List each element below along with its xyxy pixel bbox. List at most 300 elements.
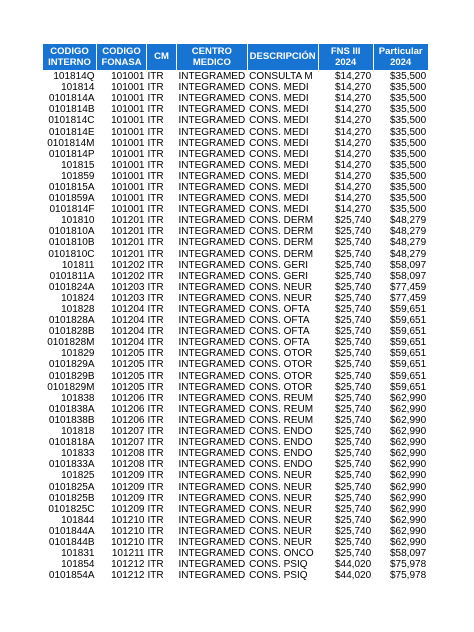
cell-descripcion[interactable]: CONS. PSIQ: [249, 559, 308, 571]
cell-descripcion[interactable]: CONS. NEUR: [249, 525, 312, 537]
cell-centro-medico[interactable]: INTEGRAMED: [178, 426, 246, 438]
cell-centro-medico[interactable]: INTEGRAMED: [178, 492, 246, 504]
cell-cm[interactable]: ITR: [147, 514, 164, 526]
cell-descripcion[interactable]: CONS. MEDI: [249, 93, 309, 105]
cell-particular[interactable]: $48,279: [390, 237, 427, 249]
cell-descripcion[interactable]: CONS. PSIQ: [249, 570, 308, 582]
cell-cm[interactable]: ITR: [147, 337, 164, 349]
cell-codigo-fonasa[interactable]: 101202: [111, 270, 145, 282]
cell-particular[interactable]: $75,978: [390, 570, 427, 582]
cell-particular[interactable]: $35,500: [390, 181, 427, 193]
cell-codigo-fonasa[interactable]: 101204: [111, 315, 145, 327]
cell-cm[interactable]: ITR: [147, 270, 164, 282]
cell-fns-iii[interactable]: $14,270: [335, 204, 372, 216]
cell-codigo-interno[interactable]: 101828: [61, 304, 95, 316]
cell-cm[interactable]: ITR: [147, 93, 164, 105]
cell-codigo-fonasa[interactable]: 101001: [111, 104, 145, 116]
cell-centro-medico[interactable]: INTEGRAMED: [178, 514, 246, 526]
cell-descripcion[interactable]: CONS. NEUR: [249, 481, 312, 493]
cell-codigo-interno[interactable]: 101810: [61, 215, 95, 227]
cell-codigo-interno[interactable]: 101838: [61, 392, 95, 404]
cell-fns-iii[interactable]: $14,270: [335, 148, 372, 160]
cell-fns-iii[interactable]: $25,740: [335, 437, 372, 449]
cell-particular[interactable]: $58,097: [390, 259, 427, 271]
cell-centro-medico[interactable]: INTEGRAMED: [178, 292, 246, 304]
cell-fns-iii[interactable]: $25,740: [335, 281, 372, 293]
cell-codigo-interno[interactable]: 0101829B: [48, 370, 95, 382]
cell-codigo-interno[interactable]: 0101828A: [48, 315, 95, 327]
cell-cm[interactable]: ITR: [147, 403, 164, 415]
cell-cm[interactable]: ITR: [147, 181, 164, 193]
cell-codigo-fonasa[interactable]: 101212: [111, 570, 145, 582]
cell-cm[interactable]: ITR: [147, 503, 164, 515]
cell-fns-iii[interactable]: $25,740: [335, 448, 372, 460]
cell-fns-iii[interactable]: $25,740: [335, 459, 372, 471]
cell-codigo-fonasa[interactable]: 101206: [111, 414, 145, 426]
cell-codigo-fonasa[interactable]: 101201: [111, 237, 145, 249]
cell-descripcion[interactable]: CONS. OTOR: [249, 348, 313, 360]
cell-cm[interactable]: ITR: [147, 215, 164, 227]
cell-codigo-interno[interactable]: 101824: [61, 292, 95, 304]
cell-cm[interactable]: ITR: [147, 359, 164, 371]
cell-codigo-fonasa[interactable]: 101212: [111, 559, 145, 571]
cell-centro-medico[interactable]: INTEGRAMED: [178, 159, 246, 171]
cell-descripcion[interactable]: CONS. NEUR: [249, 492, 312, 504]
cell-cm[interactable]: ITR: [147, 381, 164, 393]
cell-cm[interactable]: ITR: [147, 370, 164, 382]
cell-cm[interactable]: ITR: [147, 536, 164, 548]
cell-codigo-fonasa[interactable]: 101207: [111, 426, 145, 438]
cell-codigo-interno[interactable]: 0101829A: [48, 359, 95, 371]
cell-codigo-interno[interactable]: 0101828M: [47, 337, 95, 349]
cell-centro-medico[interactable]: INTEGRAMED: [178, 548, 246, 560]
cell-fns-iii[interactable]: $25,740: [335, 392, 372, 404]
cell-centro-medico[interactable]: INTEGRAMED: [178, 381, 246, 393]
cell-codigo-interno[interactable]: 0101825B: [48, 492, 95, 504]
cell-fns-iii[interactable]: $25,740: [335, 237, 372, 249]
cell-fns-iii[interactable]: $25,740: [335, 326, 372, 338]
cell-centro-medico[interactable]: INTEGRAMED: [178, 525, 246, 537]
cell-fns-iii[interactable]: $25,740: [335, 536, 372, 548]
cell-cm[interactable]: ITR: [147, 226, 164, 238]
cell-descripcion[interactable]: CONS. NEUR: [249, 292, 312, 304]
cell-codigo-fonasa[interactable]: 101205: [111, 348, 145, 360]
cell-cm[interactable]: ITR: [147, 259, 164, 271]
cell-cm[interactable]: ITR: [147, 570, 164, 582]
cell-particular[interactable]: $35,500: [390, 126, 427, 138]
cell-codigo-interno[interactable]: 0101859A: [48, 193, 95, 205]
cell-codigo-fonasa[interactable]: 101205: [111, 370, 145, 382]
cell-cm[interactable]: ITR: [147, 326, 164, 338]
cell-descripcion[interactable]: CONS. MEDI: [249, 204, 309, 216]
cell-descripcion[interactable]: CONS. DERM: [249, 237, 314, 249]
cell-centro-medico[interactable]: INTEGRAMED: [178, 71, 246, 83]
cell-fns-iii[interactable]: $14,270: [335, 71, 372, 83]
cell-cm[interactable]: ITR: [147, 348, 164, 360]
cell-descripcion[interactable]: CONS. MEDI: [249, 137, 309, 149]
cell-fns-iii[interactable]: $44,020: [335, 570, 372, 582]
cell-codigo-fonasa[interactable]: 101204: [111, 304, 145, 316]
header-particular-2024[interactable]: Particular 2024: [373, 44, 428, 71]
cell-codigo-interno[interactable]: 0101814A: [48, 93, 95, 105]
cell-codigo-interno[interactable]: 0101844A: [48, 525, 95, 537]
cell-descripcion[interactable]: CONS. MEDI: [249, 82, 309, 94]
cell-centro-medico[interactable]: INTEGRAMED: [178, 115, 246, 127]
cell-particular[interactable]: $62,990: [390, 525, 427, 537]
cell-codigo-fonasa[interactable]: 101001: [111, 71, 145, 83]
cell-codigo-fonasa[interactable]: 101209: [111, 481, 145, 493]
cell-codigo-fonasa[interactable]: 101001: [111, 193, 145, 205]
cell-cm[interactable]: ITR: [147, 104, 164, 116]
cell-codigo-interno[interactable]: 101814: [61, 82, 95, 94]
cell-centro-medico[interactable]: INTEGRAMED: [178, 414, 246, 426]
cell-descripcion[interactable]: CONS. MEDI: [249, 104, 309, 116]
cell-descripcion[interactable]: CONS. GERI: [249, 270, 309, 282]
cell-cm[interactable]: ITR: [147, 525, 164, 537]
cell-centro-medico[interactable]: INTEGRAMED: [178, 237, 246, 249]
cell-cm[interactable]: ITR: [147, 481, 164, 493]
cell-fns-iii[interactable]: $25,740: [335, 348, 372, 360]
cell-codigo-fonasa[interactable]: 101201: [111, 248, 145, 260]
cell-particular[interactable]: $62,990: [390, 470, 427, 482]
cell-cm[interactable]: ITR: [147, 292, 164, 304]
cell-descripcion[interactable]: CONS. MEDI: [249, 181, 309, 193]
cell-centro-medico[interactable]: INTEGRAMED: [178, 315, 246, 327]
cell-codigo-interno[interactable]: 0101833A: [48, 459, 95, 471]
cell-descripcion[interactable]: CONS. NEUR: [249, 470, 312, 482]
cell-descripcion[interactable]: CONS. ONCO: [249, 548, 314, 560]
cell-fns-iii[interactable]: $25,740: [335, 414, 372, 426]
cell-cm[interactable]: ITR: [147, 170, 164, 182]
cell-fns-iii[interactable]: $14,270: [335, 193, 372, 205]
cell-codigo-fonasa[interactable]: 101203: [111, 292, 145, 304]
cell-codigo-interno[interactable]: 101811: [61, 259, 95, 271]
cell-centro-medico[interactable]: INTEGRAMED: [178, 215, 246, 227]
cell-descripcion[interactable]: CONS. REUM: [249, 392, 314, 404]
cell-particular[interactable]: $58,097: [390, 270, 427, 282]
cell-descripcion[interactable]: CONS. OTOR: [249, 359, 313, 371]
cell-centro-medico[interactable]: INTEGRAMED: [178, 348, 246, 360]
cell-fns-iii[interactable]: $25,740: [335, 381, 372, 393]
cell-codigo-fonasa[interactable]: 101001: [111, 159, 145, 171]
cell-fns-iii[interactable]: $44,020: [335, 559, 372, 571]
cell-codigo-interno[interactable]: 0101814B: [48, 104, 95, 116]
cell-codigo-interno[interactable]: 101844: [61, 514, 95, 526]
cell-cm[interactable]: ITR: [147, 437, 164, 449]
cell-particular[interactable]: $35,500: [390, 148, 427, 160]
cell-centro-medico[interactable]: INTEGRAMED: [178, 559, 246, 571]
cell-cm[interactable]: ITR: [147, 470, 164, 482]
cell-cm[interactable]: ITR: [147, 115, 164, 127]
cell-particular[interactable]: $48,279: [390, 248, 427, 260]
cell-cm[interactable]: ITR: [147, 204, 164, 216]
cell-particular[interactable]: $62,990: [390, 426, 427, 438]
cell-particular[interactable]: $58,097: [390, 548, 427, 560]
cell-cm[interactable]: ITR: [147, 448, 164, 460]
cell-descripcion[interactable]: CONS. ENDO: [249, 426, 313, 438]
cell-particular[interactable]: $35,500: [390, 159, 427, 171]
cell-particular[interactable]: $35,500: [390, 137, 427, 149]
cell-particular[interactable]: $48,279: [390, 215, 427, 227]
cell-cm[interactable]: ITR: [147, 237, 164, 249]
cell-centro-medico[interactable]: INTEGRAMED: [178, 503, 246, 515]
cell-fns-iii[interactable]: $14,270: [335, 181, 372, 193]
cell-descripcion[interactable]: CONS. ENDO: [249, 459, 313, 471]
header-cm[interactable]: CM: [147, 44, 177, 71]
cell-descripcion[interactable]: CONS. OTOR: [249, 381, 313, 393]
cell-descripcion[interactable]: CONS. OFTA: [249, 326, 310, 338]
cell-centro-medico[interactable]: INTEGRAMED: [178, 570, 246, 582]
cell-particular[interactable]: $62,990: [390, 403, 427, 415]
cell-descripcion[interactable]: CONS. NEUR: [249, 503, 312, 515]
cell-cm[interactable]: ITR: [147, 548, 164, 560]
cell-codigo-interno[interactable]: 0101814C: [48, 115, 95, 127]
cell-descripcion[interactable]: CONS. GERI: [249, 259, 309, 271]
cell-codigo-interno[interactable]: 0101810C: [48, 248, 95, 260]
cell-descripcion[interactable]: CONS. OTOR: [249, 370, 313, 382]
cell-descripcion[interactable]: CONS. REUM: [249, 403, 314, 415]
cell-fns-iii[interactable]: $25,740: [335, 248, 372, 260]
cell-descripcion[interactable]: CONS. DERM: [249, 226, 314, 238]
cell-centro-medico[interactable]: INTEGRAMED: [178, 281, 246, 293]
cell-fns-iii[interactable]: $14,270: [335, 137, 372, 149]
cell-fns-iii[interactable]: $25,740: [335, 337, 372, 349]
cell-particular[interactable]: $62,990: [390, 536, 427, 548]
cell-centro-medico[interactable]: INTEGRAMED: [178, 259, 246, 271]
cell-particular[interactable]: $35,500: [390, 82, 427, 94]
cell-cm[interactable]: ITR: [147, 426, 164, 438]
cell-particular[interactable]: $35,500: [390, 104, 427, 116]
cell-codigo-fonasa[interactable]: 101208: [111, 448, 145, 460]
cell-particular[interactable]: $59,651: [390, 381, 427, 393]
cell-particular[interactable]: $59,651: [390, 359, 427, 371]
cell-codigo-interno[interactable]: 0101818A: [48, 437, 95, 449]
cell-codigo-fonasa[interactable]: 101001: [111, 148, 145, 160]
cell-cm[interactable]: ITR: [147, 71, 164, 83]
header-centro-medico[interactable]: CENTRO MEDICO: [177, 44, 248, 71]
cell-codigo-interno[interactable]: 101825: [61, 470, 95, 482]
cell-codigo-fonasa[interactable]: 101001: [111, 137, 145, 149]
cell-codigo-fonasa[interactable]: 101001: [111, 93, 145, 105]
cell-cm[interactable]: ITR: [147, 559, 164, 571]
cell-centro-medico[interactable]: INTEGRAMED: [178, 403, 246, 415]
cell-fns-iii[interactable]: $25,740: [335, 470, 372, 482]
cell-fns-iii[interactable]: $25,740: [335, 503, 372, 515]
cell-particular[interactable]: $62,990: [390, 392, 427, 404]
cell-codigo-interno[interactable]: 101814Q: [53, 71, 95, 83]
cell-centro-medico[interactable]: INTEGRAMED: [178, 248, 246, 260]
cell-fns-iii[interactable]: $25,740: [335, 359, 372, 371]
cell-particular[interactable]: $59,651: [390, 370, 427, 382]
cell-particular[interactable]: $59,651: [390, 304, 427, 316]
cell-centro-medico[interactable]: INTEGRAMED: [178, 470, 246, 482]
cell-centro-medico[interactable]: INTEGRAMED: [178, 392, 246, 404]
cell-centro-medico[interactable]: INTEGRAMED: [178, 137, 246, 149]
cell-descripcion[interactable]: CONS. MEDI: [249, 126, 309, 138]
header-fns-iii-2024[interactable]: FNS III 2024: [318, 44, 373, 71]
cell-centro-medico[interactable]: INTEGRAMED: [178, 93, 246, 105]
cell-fns-iii[interactable]: $14,270: [335, 126, 372, 138]
cell-descripcion[interactable]: CONS. MEDI: [249, 148, 309, 160]
cell-cm[interactable]: ITR: [147, 392, 164, 404]
header-descripcion[interactable]: DESCRIPCIÓN: [247, 44, 318, 71]
cell-centro-medico[interactable]: INTEGRAMED: [178, 181, 246, 193]
cell-particular[interactable]: $35,500: [390, 93, 427, 105]
cell-particular[interactable]: $62,990: [390, 414, 427, 426]
cell-descripcion[interactable]: CONS. NEUR: [249, 281, 312, 293]
cell-fns-iii[interactable]: $25,740: [335, 270, 372, 282]
cell-descripcion[interactable]: CONS. DERM: [249, 248, 314, 260]
cell-cm[interactable]: ITR: [147, 248, 164, 260]
cell-cm[interactable]: ITR: [147, 82, 164, 94]
cell-particular[interactable]: $59,651: [390, 326, 427, 338]
cell-cm[interactable]: ITR: [147, 281, 164, 293]
cell-codigo-interno[interactable]: 0101810A: [48, 226, 95, 238]
header-codigo-interno[interactable]: CODIGO INTERNO: [43, 44, 97, 71]
cell-descripcion[interactable]: CONS. MEDI: [249, 159, 309, 171]
cell-descripcion[interactable]: CONS. ENDO: [249, 437, 313, 449]
cell-codigo-interno[interactable]: 0101854A: [48, 570, 95, 582]
cell-centro-medico[interactable]: INTEGRAMED: [178, 204, 246, 216]
cell-cm[interactable]: ITR: [147, 492, 164, 504]
cell-cm[interactable]: ITR: [147, 193, 164, 205]
cell-centro-medico[interactable]: INTEGRAMED: [178, 326, 246, 338]
cell-descripcion[interactable]: CONS. OFTA: [249, 337, 310, 349]
cell-fns-iii[interactable]: $25,740: [335, 403, 372, 415]
cell-particular[interactable]: $59,651: [390, 315, 427, 327]
cell-particular[interactable]: $62,990: [390, 481, 427, 493]
cell-centro-medico[interactable]: INTEGRAMED: [178, 193, 246, 205]
cell-codigo-interno[interactable]: 0101824A: [48, 281, 95, 293]
cell-codigo-fonasa[interactable]: 101209: [111, 492, 145, 504]
cell-particular[interactable]: $35,500: [390, 193, 427, 205]
cell-centro-medico[interactable]: INTEGRAMED: [178, 226, 246, 238]
cell-cm[interactable]: ITR: [147, 459, 164, 471]
cell-codigo-fonasa[interactable]: 101001: [111, 170, 145, 182]
cell-descripcion[interactable]: CONS. REUM: [249, 414, 314, 426]
cell-centro-medico[interactable]: INTEGRAMED: [178, 448, 246, 460]
cell-particular[interactable]: $62,990: [390, 448, 427, 460]
cell-fns-iii[interactable]: $25,740: [335, 304, 372, 316]
cell-codigo-interno[interactable]: 101829: [61, 348, 95, 360]
cell-codigo-interno[interactable]: 101859: [61, 170, 95, 182]
cell-fns-iii[interactable]: $25,740: [335, 492, 372, 504]
cell-fns-iii[interactable]: $14,270: [335, 82, 372, 94]
cell-fns-iii[interactable]: $14,270: [335, 93, 372, 105]
cell-cm[interactable]: ITR: [147, 304, 164, 316]
cell-descripcion[interactable]: CONS. MEDI: [249, 115, 309, 127]
cell-particular[interactable]: $77,459: [390, 281, 427, 293]
cell-cm[interactable]: ITR: [147, 414, 164, 426]
cell-fns-iii[interactable]: $25,740: [335, 315, 372, 327]
cell-codigo-interno[interactable]: 0101825A: [48, 481, 95, 493]
cell-codigo-fonasa[interactable]: 101203: [111, 281, 145, 293]
cell-centro-medico[interactable]: INTEGRAMED: [178, 104, 246, 116]
cell-codigo-interno[interactable]: 0101814F: [49, 204, 95, 216]
cell-codigo-interno[interactable]: 101815: [61, 159, 95, 171]
cell-codigo-interno[interactable]: 0101814M: [47, 137, 95, 149]
cell-descripcion[interactable]: CONS. ENDO: [249, 448, 313, 460]
cell-centro-medico[interactable]: INTEGRAMED: [178, 82, 246, 94]
cell-codigo-fonasa[interactable]: 101204: [111, 337, 145, 349]
cell-centro-medico[interactable]: INTEGRAMED: [178, 437, 246, 449]
cell-codigo-interno[interactable]: 0101838A: [48, 403, 95, 415]
cell-centro-medico[interactable]: INTEGRAMED: [178, 459, 246, 471]
cell-codigo-fonasa[interactable]: 101205: [111, 381, 145, 393]
cell-codigo-fonasa[interactable]: 101207: [111, 437, 145, 449]
cell-centro-medico[interactable]: INTEGRAMED: [178, 148, 246, 160]
cell-descripcion[interactable]: CONS. NEUR: [249, 514, 312, 526]
cell-particular[interactable]: $62,990: [390, 503, 427, 515]
cell-codigo-interno[interactable]: 0101828B: [48, 326, 95, 338]
cell-codigo-fonasa[interactable]: 101201: [111, 226, 145, 238]
cell-particular[interactable]: $35,500: [390, 170, 427, 182]
cell-particular[interactable]: $62,990: [390, 492, 427, 504]
cell-codigo-interno[interactable]: 0101815A: [48, 181, 95, 193]
cell-fns-iii[interactable]: $14,270: [335, 104, 372, 116]
cell-particular[interactable]: $59,651: [390, 337, 427, 349]
cell-codigo-interno[interactable]: 0101825C: [48, 503, 95, 515]
cell-codigo-interno[interactable]: 101831: [61, 548, 95, 560]
cell-centro-medico[interactable]: INTEGRAMED: [178, 170, 246, 182]
cell-codigo-fonasa[interactable]: 101204: [111, 326, 145, 338]
cell-fns-iii[interactable]: $25,740: [335, 215, 372, 227]
cell-fns-iii[interactable]: $25,740: [335, 514, 372, 526]
cell-particular[interactable]: $35,500: [390, 71, 427, 83]
cell-codigo-interno[interactable]: 0101838B: [48, 414, 95, 426]
cell-particular[interactable]: $62,990: [390, 459, 427, 471]
cell-codigo-interno[interactable]: 0101829M: [47, 381, 95, 393]
cell-codigo-interno[interactable]: 0101810B: [48, 237, 95, 249]
cell-codigo-interno[interactable]: 101818: [61, 426, 95, 438]
cell-fns-iii[interactable]: $25,740: [335, 481, 372, 493]
cell-centro-medico[interactable]: INTEGRAMED: [178, 270, 246, 282]
cell-codigo-fonasa[interactable]: 101205: [111, 359, 145, 371]
cell-codigo-interno[interactable]: 0101814E: [48, 126, 95, 138]
cell-particular[interactable]: $48,279: [390, 226, 427, 238]
cell-codigo-fonasa[interactable]: 101206: [111, 403, 145, 415]
cell-particular[interactable]: $77,459: [390, 292, 427, 304]
cell-fns-iii[interactable]: $25,740: [335, 259, 372, 271]
cell-codigo-interno[interactable]: 0101844B: [48, 536, 95, 548]
cell-fns-iii[interactable]: $25,740: [335, 525, 372, 537]
cell-codigo-fonasa[interactable]: 101210: [111, 514, 145, 526]
cell-fns-iii[interactable]: $25,740: [335, 226, 372, 238]
cell-codigo-fonasa[interactable]: 101208: [111, 459, 145, 471]
cell-particular[interactable]: $62,990: [390, 437, 427, 449]
cell-codigo-fonasa[interactable]: 101001: [111, 82, 145, 94]
cell-particular[interactable]: $35,500: [390, 115, 427, 127]
cell-descripcion[interactable]: CONS. MEDI: [249, 170, 309, 182]
cell-codigo-fonasa[interactable]: 101001: [111, 204, 145, 216]
cell-descripcion[interactable]: CONS. OFTA: [249, 315, 310, 327]
cell-cm[interactable]: ITR: [147, 148, 164, 160]
cell-descripcion[interactable]: CONS. MEDI: [249, 193, 309, 205]
cell-particular[interactable]: $75,978: [390, 559, 427, 571]
cell-codigo-fonasa[interactable]: 101210: [111, 525, 145, 537]
cell-centro-medico[interactable]: INTEGRAMED: [178, 359, 246, 371]
cell-centro-medico[interactable]: INTEGRAMED: [178, 536, 246, 548]
cell-descripcion[interactable]: CONSULTA M: [249, 71, 313, 83]
cell-descripcion[interactable]: CONS. DERM: [249, 215, 314, 227]
cell-descripcion[interactable]: CONS. NEUR: [249, 536, 312, 548]
cell-descripcion[interactable]: CONS. OFTA: [249, 304, 310, 316]
cell-centro-medico[interactable]: INTEGRAMED: [178, 126, 246, 138]
cell-codigo-interno[interactable]: 101833: [61, 448, 95, 460]
cell-fns-iii[interactable]: $25,740: [335, 370, 372, 382]
cell-codigo-fonasa[interactable]: 101001: [111, 115, 145, 127]
cell-centro-medico[interactable]: INTEGRAMED: [178, 370, 246, 382]
